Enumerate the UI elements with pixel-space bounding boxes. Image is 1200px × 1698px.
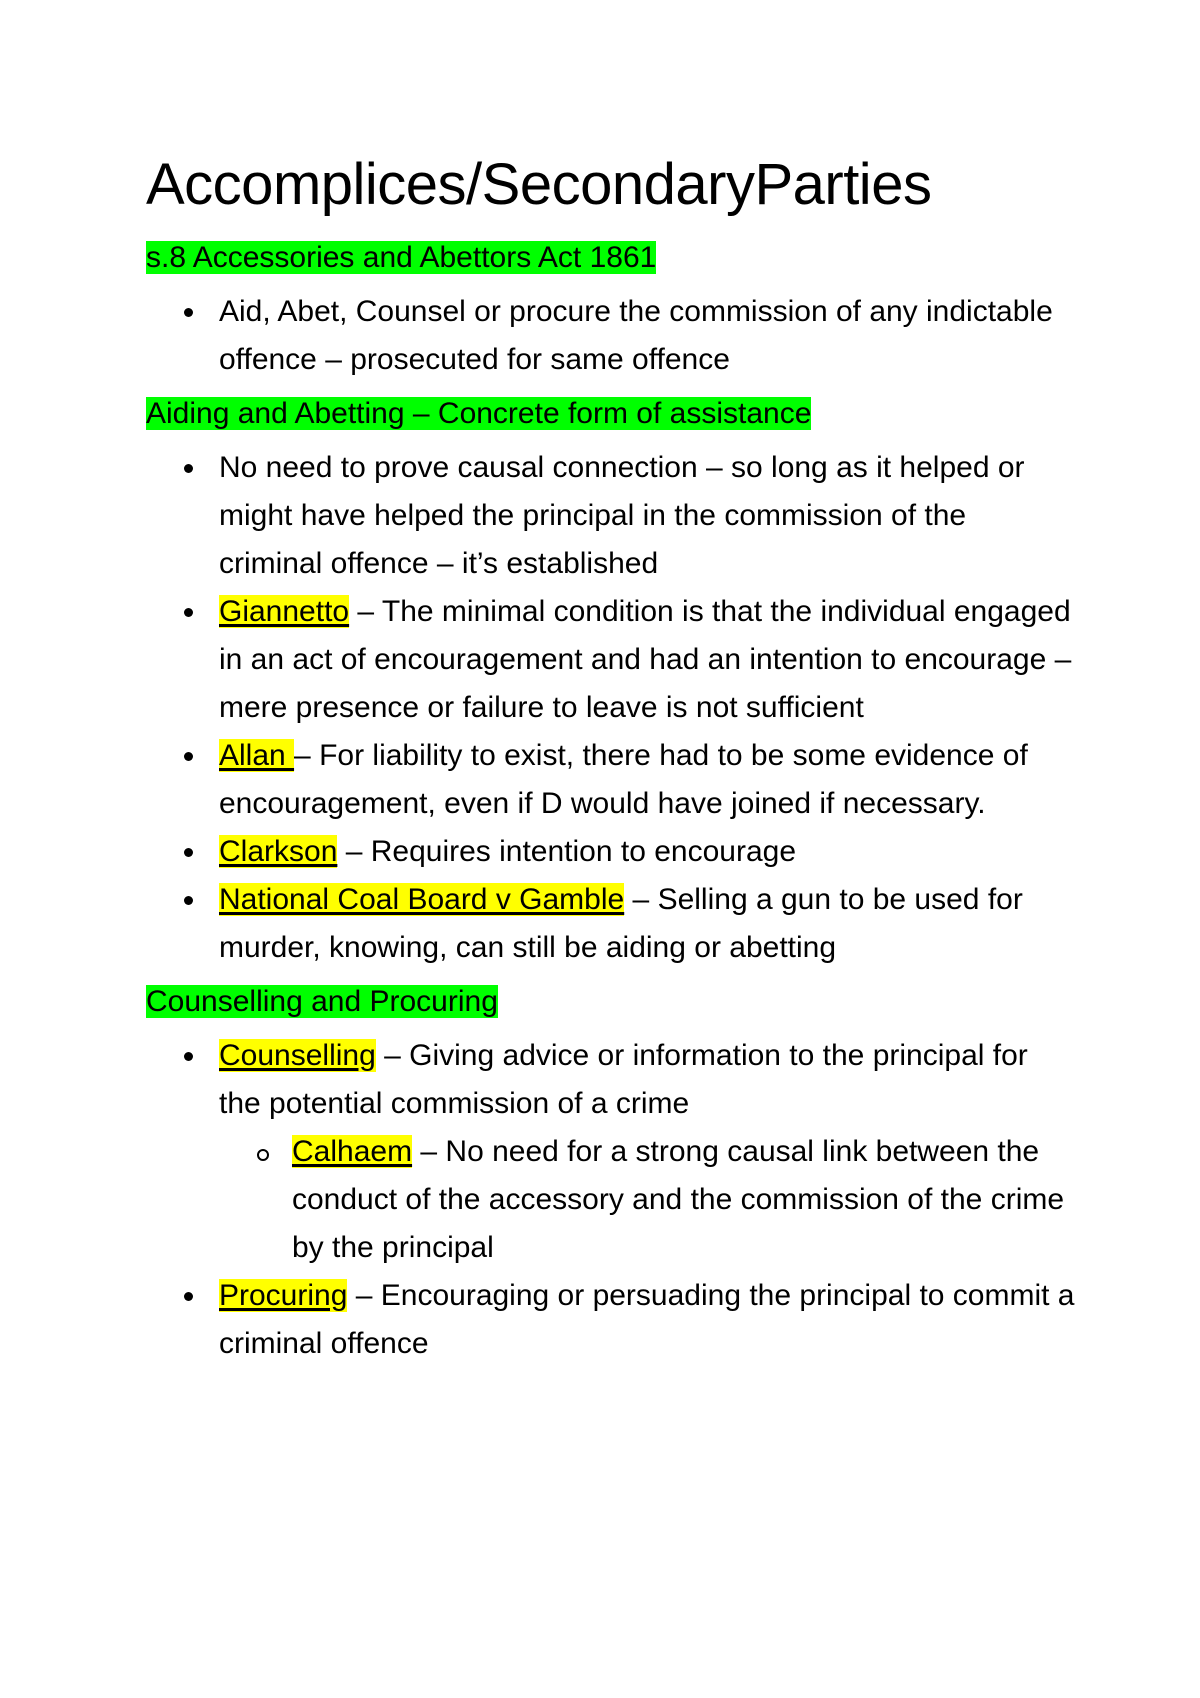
sub-list [219,1128,1076,1272]
case-name-ncb-v-gamble: National Coal Board v Gamble [219,883,625,916]
case-name-allan: Allan [219,739,295,772]
section-heading-counselling-procuring [146,982,1076,1022]
item-text: – The minimal condition is that the individual engaged in an act of encouragement and had an intention to encourage – mere presence or failure to leave is not sufficient [219,595,1072,724]
item-text: – For liability to exist, there had to be some evidence of encouragement, even if D would have joined if necessary. [219,739,1028,820]
list-item [146,444,1076,588]
case-name-calhaem: Calhaem [292,1135,413,1168]
case-name-giannetto: Giannetto [219,595,350,628]
item-text: – Giving advice or information to the principal for the potential commission of a crime [219,1039,1028,1120]
list-item [146,288,1076,384]
list-item [146,876,1076,972]
item-text: – Selling a gun to be used for murder, knowing, can still be aiding or abetting [219,883,1023,964]
bullet-icon [184,464,193,473]
item-text: No need to prove causal connection – so long as it helped or might have helped the principal in the commission of the criminal offence – it’s established [219,451,1025,580]
section-heading-text: Aiding and Abetting – Concrete form of assistance [146,397,812,430]
bullet-icon [184,752,193,761]
bullet-icon [184,608,193,617]
case-name-counselling: Counselling [219,1039,376,1072]
bullet-list [146,288,1076,384]
sub-list-item [219,1128,1076,1272]
section-heading-text: s.8 Accessories and Abettors Act 1861 [146,241,657,274]
list-item [146,1032,1076,1272]
case-name-clarkson: Clarkson [219,835,338,868]
bullet-list [146,444,1076,972]
document-page [146,150,1076,1378]
list-item [146,1272,1076,1368]
item-text: Aid, Abet, Counsel or procure the commission of any indictable offence – prosecuted for same offence [219,295,1053,376]
bullet-icon [184,1052,193,1061]
section-heading-s8 [146,238,1076,278]
section-heading-aiding-abetting [146,394,1076,434]
bullet-icon [184,848,193,857]
item-text: – Encouraging or persuading the principal to commit a criminal offence [219,1279,1075,1360]
bullet-icon [184,308,193,317]
hollow-bullet-icon [257,1149,269,1161]
section-heading-text: Counselling and Procuring [146,985,498,1018]
bullet-icon [184,1292,193,1301]
bullet-list [146,1032,1076,1368]
list-item [146,588,1076,732]
list-item [146,828,1076,876]
item-text: – Requires intention to encourage [337,835,797,868]
item-text: – No need for a strong causal link between the conduct of the accessory and the commission of the crime by the principal [292,1135,1065,1264]
case-name-procuring: Procuring [219,1279,348,1312]
bullet-icon [184,896,193,905]
page-title: Accomplices/SecondaryParties [146,152,932,217]
list-item [146,732,1076,828]
